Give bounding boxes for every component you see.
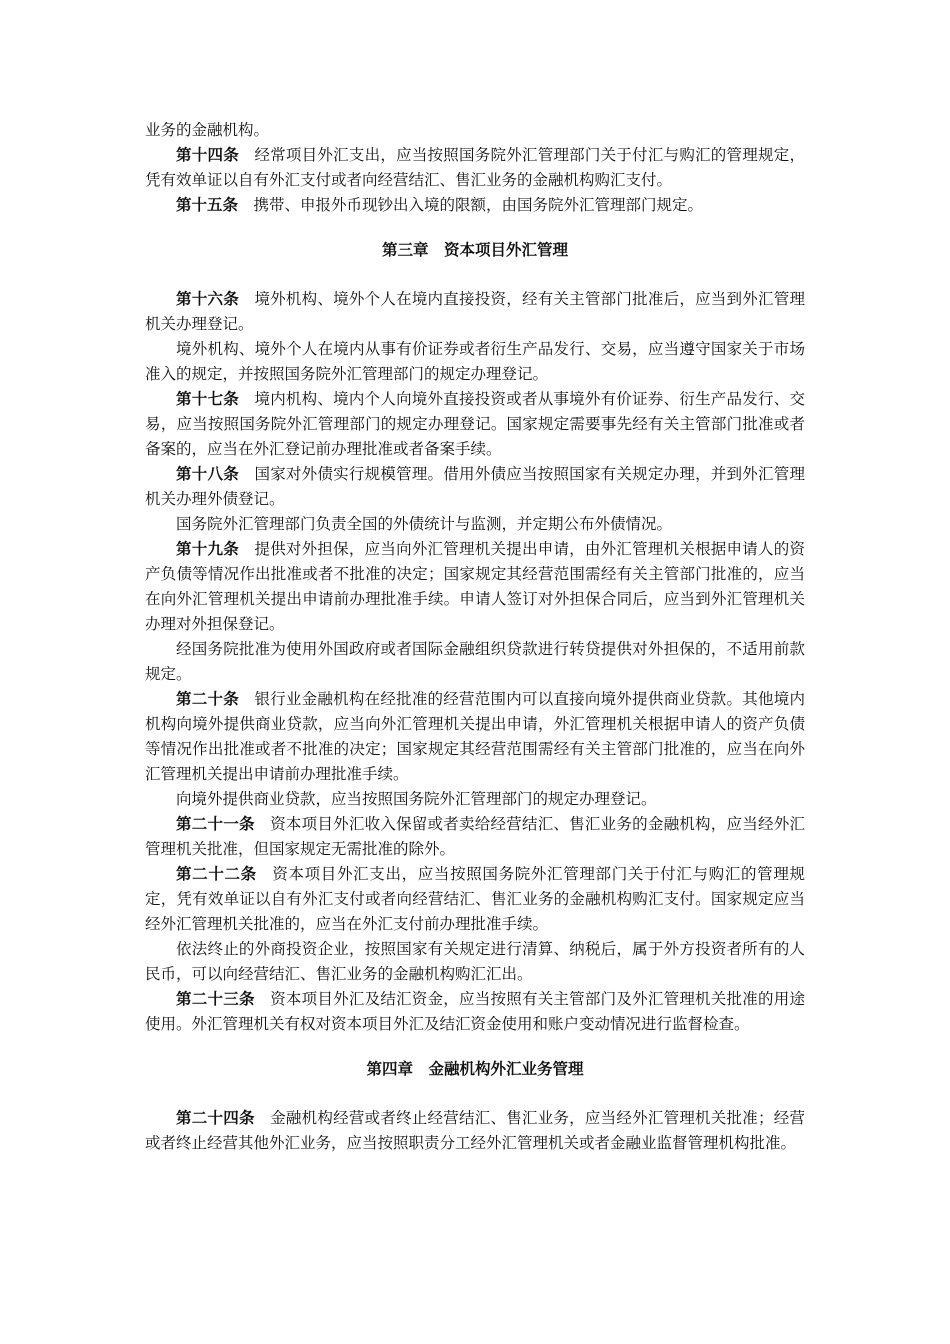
article-text: 提供对外担保，应当向外汇管理机关提出申请，由外汇管理机关根据申请人的资产负债等情况作出批准或者不批准的决定；国家规定其经营范围需经有关主管部门批准的，应当在向外汇管理机关提出申请前办理批准手续。申请人签订对外担保合同后，应当到外汇管理机关办理对外担保登记。 [145, 540, 805, 633]
article-18 [145, 462, 805, 512]
article-20 [145, 687, 805, 787]
article-label: 第二十四条 [176, 1109, 255, 1127]
article-16 [145, 287, 805, 337]
article-15 [145, 193, 805, 218]
article-24 [145, 1106, 805, 1156]
article-23 [145, 987, 805, 1037]
article-text: 资本项目外汇支出，应当按照国务院外汇管理部门关于付汇与购汇的管理规定，凭有效单证以自有外汇支付或者向经营结汇、售汇业务的金融机构购汇支付。国家规定应当经外汇管理机关批准的，应当在外汇支付前办理批准手续。 [145, 865, 805, 933]
article-label: 第十八条 [176, 465, 239, 483]
article-text: 境内机构、境内个人向境外直接投资或者从事境外有价证券、衍生产品发行、交易，应当按照国务院外汇管理部门的规定办理登记。国家规定需要事先经有关主管部门批准或者备案的，应当在外汇登记前办理批准或者备案手续。 [145, 390, 805, 458]
article-18-paragraph-2: 国务院外汇管理部门负责全国的外债统计与监测，并定期公布外债情况。 [176, 515, 673, 533]
article-22 [145, 862, 805, 937]
article-text: 国家对外债实行规模管理。借用外债应当按照国家有关规定办理，并到外汇管理机关办理外债登记。 [145, 465, 805, 508]
article-text: 携带、申报外币现钞出入境的限额，由国务院外汇管理部门规定。 [253, 196, 704, 214]
chapter-4-heading: 第四章 金融机构外汇业务管理 [366, 1060, 584, 1078]
article-label: 第十七条 [176, 390, 239, 408]
article-19-paragraph-2: 经国务院批准为使用外国政府或者国际金融组织贷款进行转贷提供对外担保的，不适用前款规定。 [145, 640, 805, 683]
article-text: 境外机构、境外个人在境内直接投资，经有关主管部门批准后，应当到外汇管理机关办理登记。 [145, 290, 805, 333]
article-label: 第十六条 [176, 290, 239, 308]
article-21 [145, 812, 805, 862]
article-16-paragraph-2: 境外机构、境外个人在境内从事有价证券或者衍生产品发行、交易，应当遵守国家关于市场准入的规定，并按照国务院外汇管理部门的规定办理登记。 [145, 340, 805, 383]
article-text: 资本项目外汇及结汇资金，应当按照有关主管部门及外汇管理机关批准的用途使用。外汇管理机关有权对资本项目外汇及结汇资金使用和账户变动情况进行监督检查。 [145, 990, 805, 1033]
article-label: 第十五条 [176, 196, 239, 214]
article-label: 第二十三条 [176, 990, 255, 1008]
article-label: 第二十二条 [176, 865, 257, 883]
article-label: 第二十条 [176, 690, 239, 708]
article-22-paragraph-2: 依法终止的外商投资企业，按照国家有关规定进行清算、纳税后，属于外方投资者所有的人民币，可以向经营结汇、售汇业务的金融机构购汇汇出。 [145, 940, 805, 983]
article-17 [145, 387, 805, 462]
document-page [145, 118, 805, 1156]
paragraph-continuation: 业务的金融机构。 [145, 121, 270, 139]
article-label: 第十四条 [176, 146, 239, 164]
article-20-paragraph-2: 向境外提供商业贷款，应当按照国务院外汇管理部门的规定办理登记。 [176, 790, 657, 808]
article-text: 资本项目外汇收入保留或者卖给经营结汇、售汇业务的金融机构，应当经外汇管理机关批准，但国家规定无需批准的除外。 [145, 815, 805, 858]
article-19 [145, 537, 805, 637]
article-text: 银行业金融机构在经批准的经营范围内可以直接向境外提供商业贷款。其他境内机构向境外提供商业贷款，应当向外汇管理机关提出申请，外汇管理机关根据申请人的资产负债等情况作出批准或者不批准的决定；国家规定其经营范围需经有关主管部门批准的，应当在向外汇管理机关提出申请前办理批准手续。 [145, 690, 805, 783]
article-14 [145, 143, 805, 193]
article-label: 第二十一条 [176, 815, 255, 833]
chapter-3-heading: 第三章 资本项目外汇管理 [381, 241, 568, 259]
article-text: 经常项目外汇支出，应当按照国务院外汇管理部门关于付汇与购汇的管理规定，凭有效单证以自有外汇支付或者向经营结汇、售汇业务的金融机构购汇支付。 [145, 146, 805, 189]
article-label: 第十九条 [176, 540, 239, 558]
article-text: 金融机构经营或者终止经营结汇、售汇业务，应当经外汇管理机关批准；经营或者终止经营其他外汇业务，应当按照职责分工经外汇管理机关或者金融业监督管理机构批准。 [145, 1109, 805, 1152]
